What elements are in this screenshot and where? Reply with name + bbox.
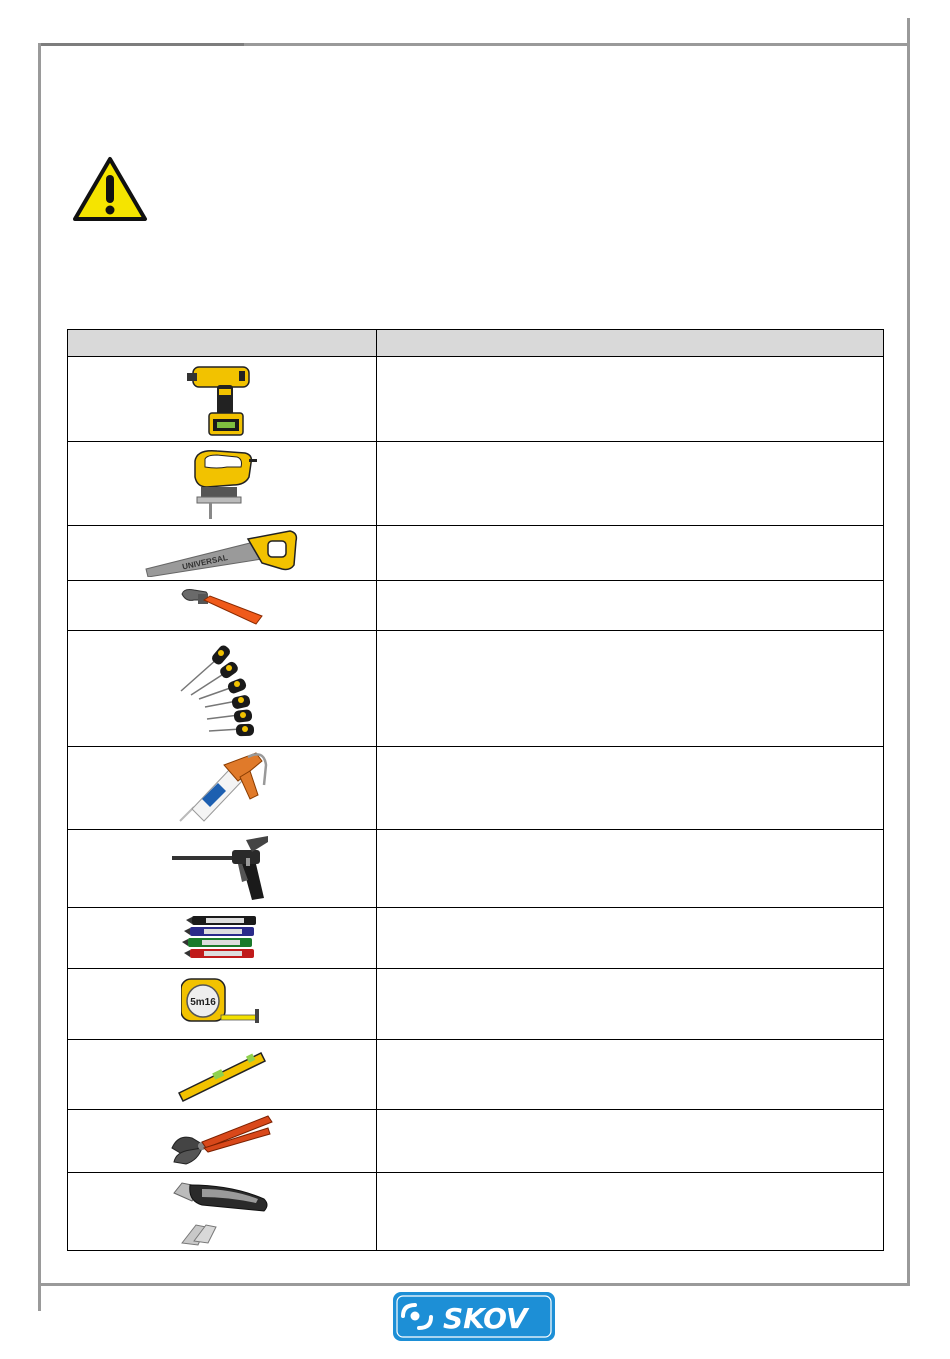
skov-logo xyxy=(393,1292,555,1341)
tool-description xyxy=(377,969,884,1040)
hammer-icon xyxy=(180,586,264,626)
tool-image-cell xyxy=(68,526,377,581)
marker-pens-icon xyxy=(182,914,262,962)
table-row xyxy=(68,581,884,631)
tool-description xyxy=(377,526,884,581)
tool-description xyxy=(377,442,884,526)
tool-image-cell xyxy=(68,830,377,908)
foam-gun-icon xyxy=(172,836,272,902)
tool-description xyxy=(377,1173,884,1251)
tool-description xyxy=(377,908,884,969)
table-row xyxy=(68,1110,884,1173)
tool-image-cell xyxy=(68,1173,377,1251)
tool-image-cell xyxy=(68,908,377,969)
table-row xyxy=(68,357,884,442)
table-row xyxy=(68,1173,884,1251)
water-pump-pliers-icon xyxy=(168,1114,276,1168)
table-row xyxy=(68,631,884,747)
tool-image-cell xyxy=(68,969,377,1040)
tool-image-cell xyxy=(68,357,377,442)
tool-description xyxy=(377,1110,884,1173)
tool-description xyxy=(377,747,884,830)
table-row xyxy=(68,747,884,830)
table-header-tool xyxy=(68,330,377,357)
table-row xyxy=(68,908,884,969)
page-frame-right xyxy=(907,18,910,1286)
page-frame-bottom xyxy=(38,1283,910,1286)
screwdriver-set-icon xyxy=(177,637,267,741)
tool-description xyxy=(377,1040,884,1110)
utility-knife-icon xyxy=(172,1177,272,1247)
table-row xyxy=(68,969,884,1040)
jigsaw-icon xyxy=(187,447,257,521)
tools-table xyxy=(67,329,884,1251)
caulking-gun-icon xyxy=(174,751,270,825)
page-frame-left xyxy=(38,43,41,1311)
tool-image-cell xyxy=(68,1110,377,1173)
warning-triangle-icon xyxy=(72,156,148,222)
tool-image-cell xyxy=(68,1040,377,1110)
hand-saw-icon xyxy=(144,529,300,577)
tool-description xyxy=(377,830,884,908)
table-row xyxy=(68,1040,884,1110)
table-row xyxy=(68,830,884,908)
tool-image-cell xyxy=(68,442,377,526)
saw-label: UNIVERSAL xyxy=(181,553,229,572)
page-frame-top-accent xyxy=(38,43,244,46)
tool-image-cell xyxy=(68,631,377,747)
table-header-description xyxy=(377,330,884,357)
spirit-level-icon xyxy=(177,1045,267,1105)
cordless-drill-icon xyxy=(187,361,257,437)
tool-description xyxy=(377,357,884,442)
table-row xyxy=(68,526,884,581)
table-row xyxy=(68,442,884,526)
tool-image-cell xyxy=(68,747,377,830)
tool-description xyxy=(377,631,884,747)
tape-label: 5m16 xyxy=(190,997,216,1008)
tool-description xyxy=(377,581,884,631)
table-header-row xyxy=(68,330,884,357)
tape-measure-icon xyxy=(181,975,263,1033)
tool-image-cell xyxy=(68,581,377,631)
logo-text: SKOV xyxy=(443,1302,528,1335)
